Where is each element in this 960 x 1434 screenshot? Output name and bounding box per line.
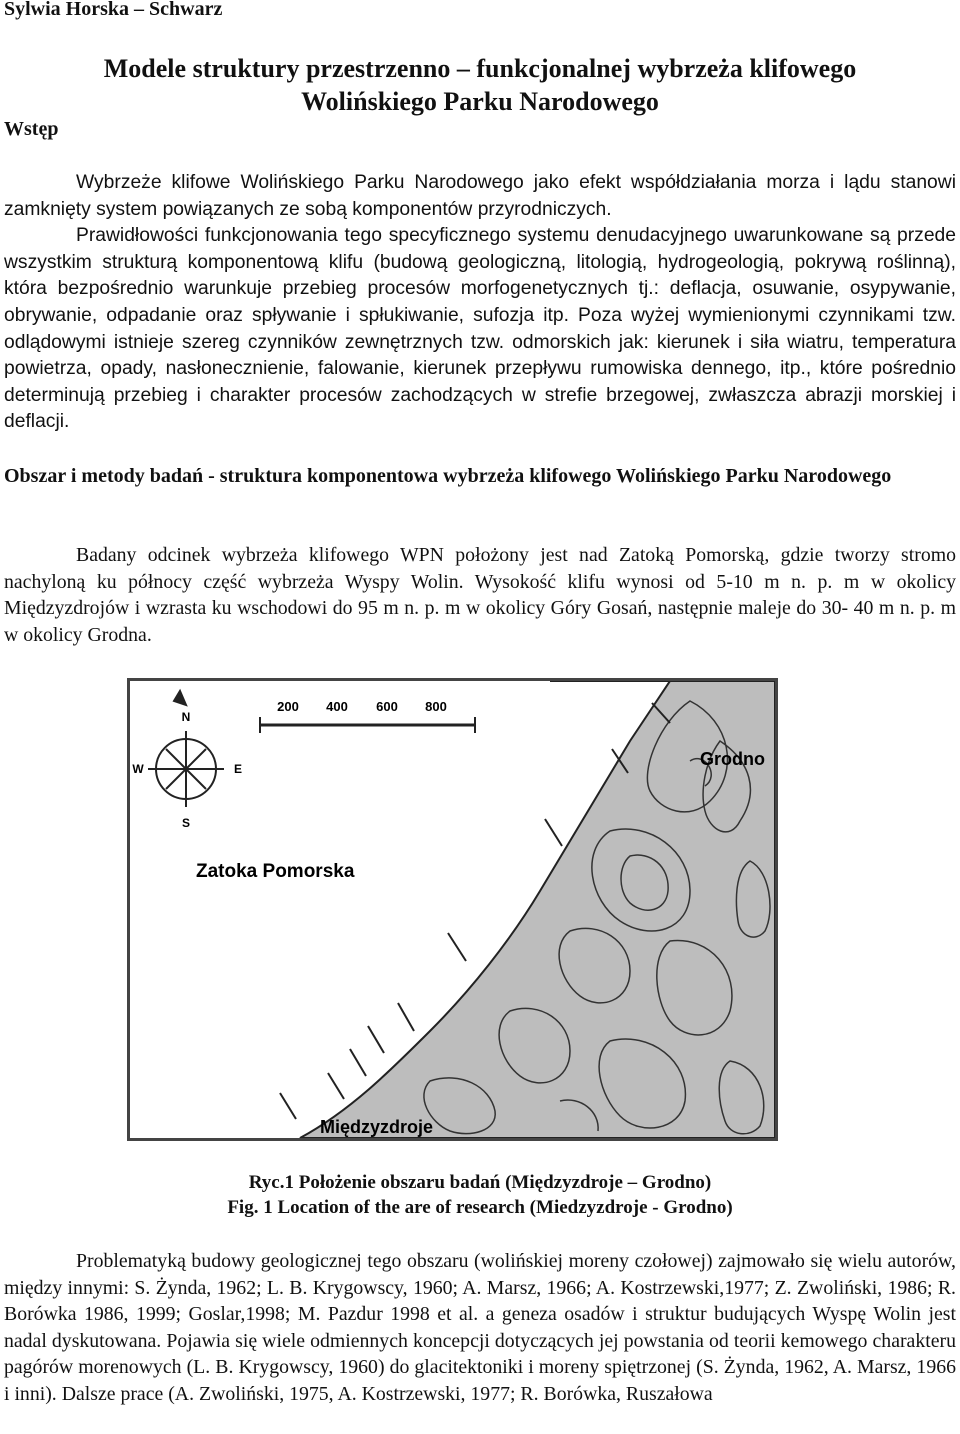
figure-caption-en: Fig. 1 Location of the are of research (Miedzyzdroje - Grodno) bbox=[227, 1197, 733, 1218]
scale-label-200: 200 bbox=[277, 699, 299, 714]
compass-east-label: E bbox=[233, 762, 243, 776]
sea-label: Zatoka Pomorska bbox=[196, 861, 355, 882]
paper-title bbox=[0, 52, 960, 118]
place-label-grodno: Grodno bbox=[700, 749, 765, 769]
area-paragraph: Badany odcinek wybrzeża klifowego WPN położony jest nad Zatoką Pomorską, gdzie tworzy stromo nachyloną ku północy część wybrzeża Wyspy Wolin. Wysokość klifu wynosi od 5-10 m n. p. m w okolicy Międzyzdrojów i wzrasta ku wschodowi do 95 m n. p. m w okolicy Góry Gosań, następnie maleje do 30- 40 m n. p. m w okolicy Grodna. bbox=[4, 544, 956, 646]
author-name: Sylwia Horska – Schwarz bbox=[4, 0, 223, 20]
scale-label-800: 800 bbox=[425, 699, 447, 714]
closing-paragraph: Problematyką budowy geologicznej tego obszaru (wolińskiej moreny czołowej) zajmowało się wielu autorów, między innymi: S. Żynda, 1962; L. B. Krygowscy, 1960; A. Marsz, 1966; A. Kostrzewski,1977; Z. Zwoliński, 1986; R. Borówka 1986, 1999; Goslar,1998; M. Pazdur 1998 et al. a geneza osadów i struktur budujących Wyspę Wolin jest nadal dyskutowana. Pojawia się wiele odmiennych koncepcji dotyczących jej powstania od teorii kemowego charakteru pagórów morenowych (L. B. Krygowscy, 1960) do glacitektoniki i moreny spiętrzonej (S. Żynda, 1962, A. Marsz, 1966 i inni). Dalsze prace (A. Zwoliński, 1975, A. Kostrzewski, 1977; R. Borówka, Ruszałowa bbox=[4, 1250, 956, 1405]
area-section bbox=[4, 542, 956, 648]
intro-paragraph-1: Wybrzeże klifowe Wolińskiego Parku Narodowego jako efekt współdziałania morza i lądu stanowi zamknięty system powiązanych ze sobą komponentów przyrodniczych. bbox=[4, 172, 956, 220]
scale-label-400: 400 bbox=[326, 699, 348, 714]
compass-south-label: S bbox=[181, 816, 191, 830]
intro-section bbox=[4, 170, 956, 436]
paper-title-line-2: Wolińskiego Parku Narodowego bbox=[301, 87, 659, 116]
compass-west-label: W bbox=[132, 762, 144, 776]
scale-bar bbox=[260, 717, 475, 733]
paper-title-line-1: Modele struktury przestrzenno – funkcjonalnej wybrzeża klifowego bbox=[103, 54, 857, 83]
compass-north-label: N bbox=[181, 710, 191, 724]
compass-rose-icon bbox=[148, 691, 224, 807]
intro-heading: Wstęp bbox=[4, 118, 59, 140]
map-drawing bbox=[130, 681, 775, 1138]
figure-caption bbox=[0, 1170, 960, 1220]
section-heading: Obszar i metody badań - struktura komponentowa wybrzeża klifowego Wolińskiego Parku Narodowego bbox=[4, 465, 892, 487]
closing-section bbox=[4, 1248, 956, 1408]
figure-caption-pl: Ryc.1 Położenie obszaru badań (Międzyzdroje – Grodno) bbox=[248, 1172, 712, 1193]
scale-label-600: 600 bbox=[376, 699, 398, 714]
study-area-map bbox=[127, 678, 778, 1141]
intro-paragraph-2: Prawidłowości funkcjonowania tego specyficznego systemu denudacyjnego uwarunkowane są przede wszystkim strukturą komponentową klifu (budową geologiczną, litologią, hydrogeologią, pokrywą roślinną), która bezpośrednio warunkuje przebieg procesów morfogenetycznych tj.: deflacja, osuwanie, osypywanie, obrywanie, odpadanie oraz spływanie i spłukiwanie, sufozja itp. Poza wyżej wymienionymi czynnikami tzw. odlądowymi istnieje szereg czynników zewnętrznych tzw. odmorskich jak: kierunek i siła wiatru, temperatura powietrza, opady, nasłonecznienie, falowanie, kierunek przepływu rumowiska dennego, itp., które pośrednio determinują przebieg i charakter procesów zachodzących w strefie brzegowej, zwłaszcza abrazji morskiej i deflacji. bbox=[4, 225, 956, 433]
place-label-miedzyzdroje: Międzyzdroje bbox=[320, 1117, 434, 1137]
